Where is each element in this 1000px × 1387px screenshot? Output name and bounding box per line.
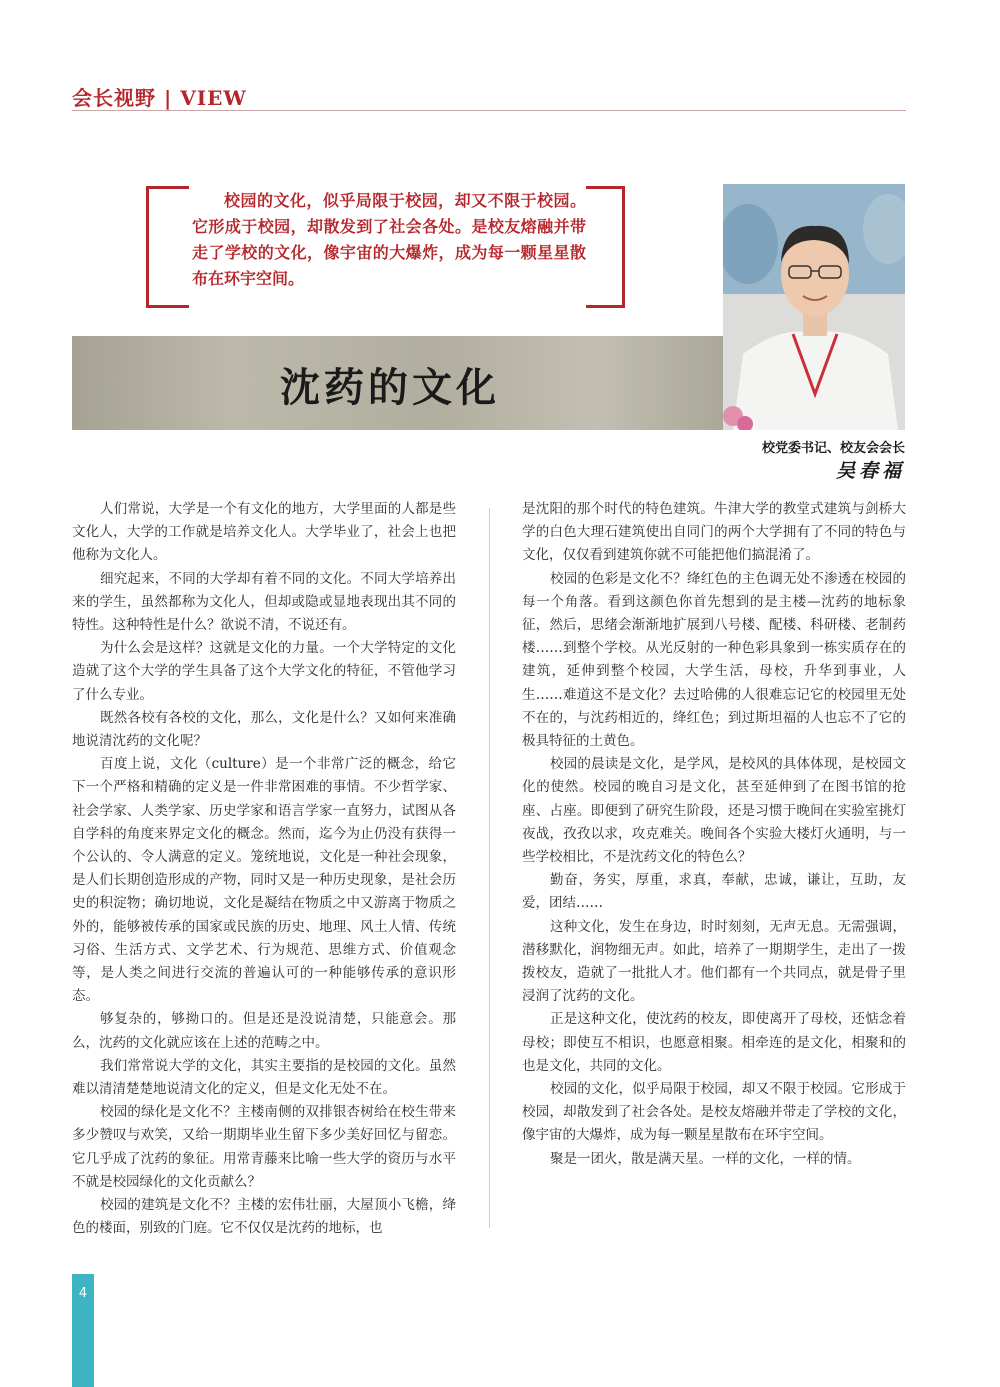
paragraph: 既然各校有各校的文化，那么，文化是什么？又如何来准确地说清沈药的文化呢？ (72, 709, 456, 750)
paragraph: 聚是一团火，散是满天星。一样的文化，一样的情。 (550, 1150, 861, 1167)
paragraph: 这种文化，发生在身边，时时刻刻，无声无息。无需强调，潜移默化，润物细无声。如此，培养了一期期学生，走出了一拨拨校友，造就了一批批人才。他们都有一个共同点，就是骨子里浸润了沈药的文化。 (522, 918, 906, 1005)
article-title: 沈药的文化 (280, 364, 500, 411)
paragraph: 百度上说，文化（culture）是一个非常广泛的概念，给它下一个严格和精确的定义是一件非常困难的事情。不少哲学家、社会学家、人类学家、历史学家和语言学家一直努力，试图从各自学科的角度来界定文化的概念。然而，迄今为止仍没有获得一个公认的、令人满意的定义。笼统地说，文化是一种社会现象，是人们长期创造形成的产物，同时又是一种历史现象，是社会历史的积淀物；确切地说，文化是凝结在物质之中又游离于物质之外的，能够被传承的国家或民族的历史、地理、风土人情、传统习俗、生活方式、文学艺术、行为规范、思维方式、价值观念等，是人类之间进行交流的普遍认可的一种能够传承的意识形态。 (72, 756, 456, 1005)
quote-bracket-left (146, 186, 189, 308)
paragraph: 我们常常说大学的文化，其实主要指的是校园的文化。虽然难以清清楚楚地说清文化的定义，但是文化无处不在。 (72, 1057, 456, 1098)
paragraph: 够复杂的，够拗口的。但是还是没说清楚，只能意会。那么，沈药的文化就应该在上述的范畴之中。 (72, 1011, 456, 1051)
paragraph: 正是这种文化，使沈药的校友，即使离开了母校，还惦念着母校；即使互不相识，也愿意相聚。相牵连的是文化，相聚和的也是文化，共同的文化。 (522, 1011, 906, 1074)
body-column-right (522, 498, 906, 1171)
column-divider (489, 508, 490, 1228)
paragraph: 勤奋，务实，厚重，求真，奉献，忠诚，谦让，互助，友爱，团结…… (522, 872, 906, 912)
author-role: 校党委书记、校友会会长 (761, 441, 905, 456)
author-name: 吴春福 (835, 460, 905, 482)
header-divider (72, 110, 906, 111)
body-column-left (72, 498, 456, 1241)
paragraph: 为什么会是这样？这就是文化的力量。一个大学特定的文化造就了这个大学的学生具备了这个大学文化的特征，不管他学习了什么专业。 (72, 640, 456, 703)
paragraph: 细究起来，不同的大学却有着不同的文化。不同大学培养出来的学生，虽然都称为文化人，但却或隐或显地表现出其不同的特性。这种特性是什么？欲说不清，不说还有。 (72, 570, 456, 634)
paragraph: 校园的色彩是文化不？绛红色的主色调无处不渗透在校园的每一个角落。看到这颜色你首先想到的是主楼—沈药的地标象征，然后，思绪会渐渐地扩展到八号楼、配楼、科研楼、老制药楼……到整个学校。从光反射的一种色彩具象到一栋实质存在的建筑，延伸到整个校园，大学生活，母校，升华到事业，人生……难道这不是文化？去过哈佛的人很难忘记它的校园里无处不在的，与沈药相近的，绛红色；到过斯坦福的人也忘不了它的极具特征的土黄色。 (522, 570, 906, 750)
portrait-illustration (723, 184, 905, 430)
quote-bracket-right (586, 186, 625, 308)
author-portrait (723, 184, 905, 430)
paragraph: 人们常说，大学是一个有文化的地方，大学里面的人都是些文化人，大学的工作就是培养文化人。大学毕业了，社会上也把他称为文化人。 (72, 501, 456, 564)
paragraph: 校园的文化，似乎局限于校园，却又不限于校园。它形成于校园，却散发到了社会各处。是校友熔融并带走了学校的文化，像宇宙的大爆炸，成为每一颗星星散布在环宇空间。 (522, 1081, 906, 1144)
paragraph-continued: 是沈阳的那个时代的特色建筑。牛津大学的教堂式建筑与剑桥大学的白色大理石建筑使出自同门的两个大学拥有了不同的特色与文化，仅仅看到建筑你就不可能把他们搞混淆了。 (522, 501, 906, 564)
page-number: 4 (78, 1286, 88, 1301)
paragraph: 校园的晨读是文化，是学风，是校风的具体体现，是校园文化的使然。校园的晚自习是文化，甚至延伸到了在图书馆的抢座、占座。即便到了研究生阶段，还是习惯于晚间在实验室挑灯夜战，孜孜以求，攻克难关。晚间各个实验大楼灯火通明，与一些学校相比，不是沈药文化的特色么？ (522, 756, 906, 866)
section-header: 会长视野 | VIEW (72, 86, 247, 110)
paragraph: 校园的建筑是文化不？主楼的宏伟壮丽，大屋顶小飞檐，绛色的楼面，别致的门庭。它不仅仅是沈药的地标，也 (72, 1197, 456, 1237)
paragraph: 校园的绿化是文化不？主楼南侧的双排银杏树给在校生带来多少赞叹与欢笑，又给一期期毕业生留下多少美好回忆与留恋。它几乎成了沈药的象征。用常青藤来比喻一些大学的资历与水平不就是校园绿化的文化贡献么？ (72, 1104, 456, 1190)
pull-quote: 校园的文化，似乎局限于校园，却又不限于校园。它形成于校园，却散发到了社会各处。是校友熔融并带走了学校的文化，像宇宙的大爆炸，成为每一颗星星散布在环宇空间。 (192, 191, 586, 288)
